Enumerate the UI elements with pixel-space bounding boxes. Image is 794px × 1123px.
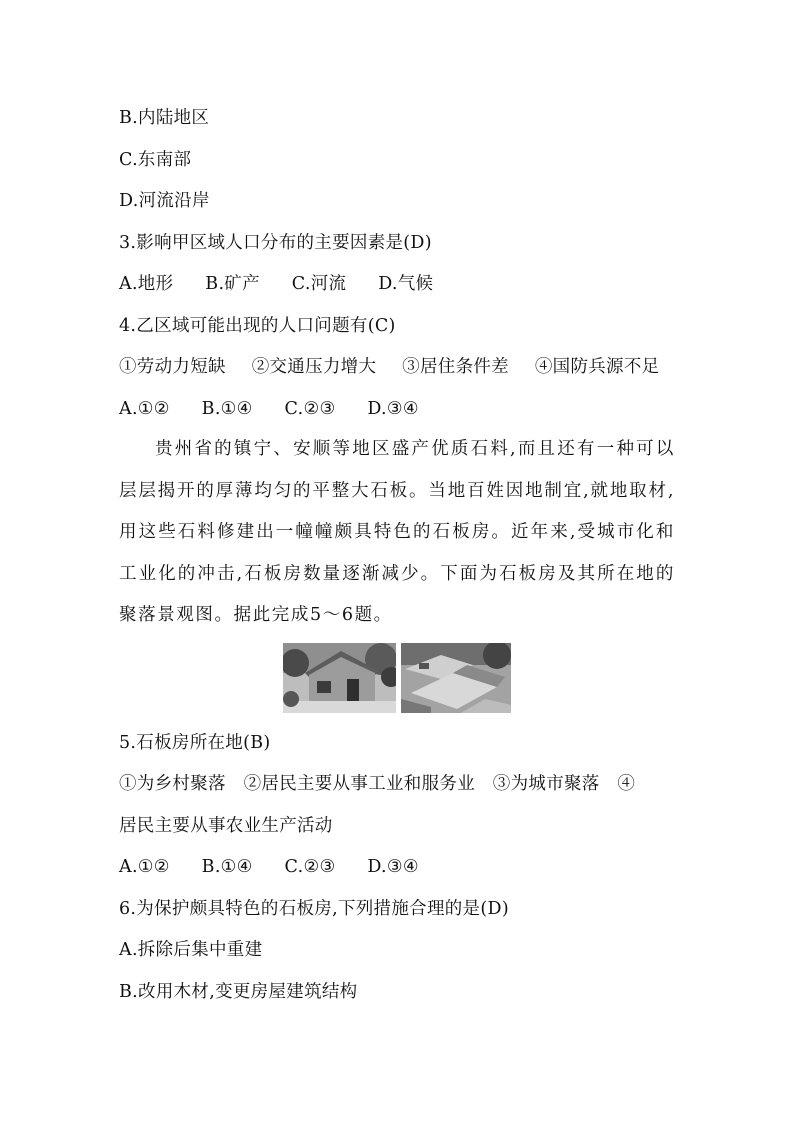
q4-option-c: C.②③ — [284, 399, 336, 419]
question-5: 5.石板房所在地(B) — [119, 733, 271, 753]
q5-option-a: A.①② — [119, 857, 170, 877]
q4-option-a: A.①② — [119, 399, 170, 419]
q5-option-d: D.③④ — [367, 857, 419, 877]
question-6: 6.为保护颇具特色的石板房,下列措施合理的是(D) — [119, 899, 509, 919]
q4-item-1: ①劳动力短缺 — [119, 357, 226, 377]
q4-item-3: ③居住条件差 — [402, 357, 509, 377]
question-5-items-line2: 居民主要从事农业生产活动 — [119, 816, 333, 836]
q5-option-c: C.②③ — [284, 857, 336, 877]
stone-house-photo — [283, 643, 396, 713]
q4-item-2: ②交通压力增大 — [251, 357, 377, 377]
question-4-options — [119, 397, 419, 421]
question-3: 3.影响甲区域人口分布的主要因素是(D) — [119, 233, 432, 253]
q4-item-4: ④国防兵源不足 — [534, 357, 660, 377]
q3-option-b: B.矿产 — [205, 274, 260, 294]
question-5-options — [119, 855, 419, 879]
q3-option-c: C.河流 — [291, 274, 347, 294]
q6-option-a: A.拆除后集中重建 — [119, 940, 263, 960]
q4-option-d: D.③④ — [367, 399, 419, 419]
q3-option-a: A.地形 — [119, 274, 174, 294]
q4-option-b: B.①④ — [201, 399, 253, 419]
q3-option-d: D.气候 — [378, 274, 434, 294]
q5-option-b: B.①④ — [201, 857, 253, 877]
q6-option-b: B.改用木材,变更房屋建筑结构 — [119, 982, 358, 1002]
question-4: 4.乙区域可能出现的人口问题有(C) — [119, 316, 396, 336]
passage-stone-houses: 贵州省的镇宁、安顺等地区盛产优质石料,而且还有一种可以层层揭开的厚薄均匀的平整大石板。当地百姓因地制宜,就地取材,用这些石料修建出一幢幢颇具特色的石板房。近年来,受城市化和工业化的冲击,石板房数量逐渐减少。下面为石板房及其所在地的聚落景观图。据此完成5～6题。 — [119, 439, 675, 625]
option-b-inland: B.内陆地区 — [119, 108, 210, 128]
village-landscape-photo — [401, 643, 511, 713]
option-c-southeast: C.东南部 — [119, 150, 192, 170]
question-5-items-line1: ①为乡村聚落 ②居民主要从事工业和服务业 ③为城市聚落 ④ — [119, 774, 636, 794]
option-d-riverside: D.河流沿岸 — [119, 191, 210, 211]
question-4-items — [119, 355, 659, 379]
question-3-options — [119, 272, 433, 296]
